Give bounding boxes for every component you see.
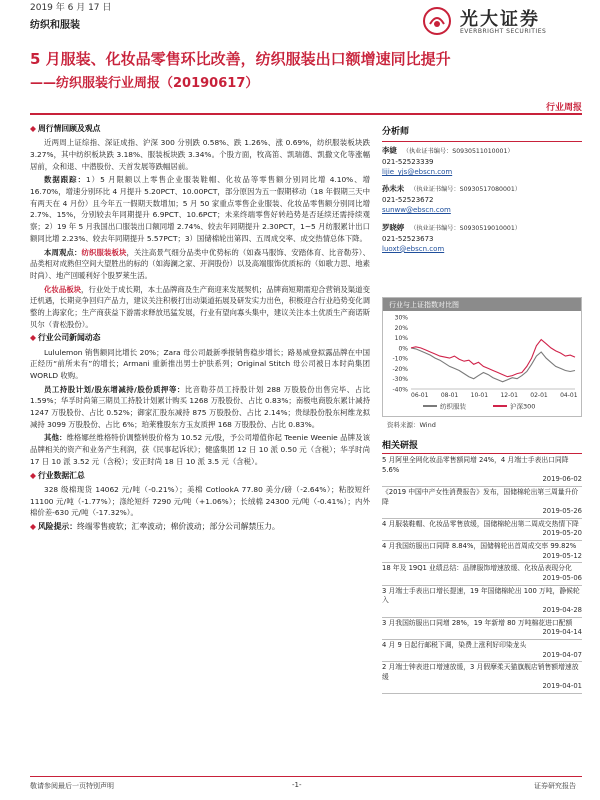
related-report-title: 4 月 9 日起行邮税下调，染费上涨利好印染龙头	[382, 640, 527, 649]
legend-label: 纺织服装	[440, 402, 466, 411]
index-comparison-chart	[382, 297, 582, 417]
bullet-diamond-icon: ◆	[30, 470, 36, 480]
bullet-diamond-icon: ◆	[30, 521, 36, 531]
footer-report-label: 证券研究报告	[534, 782, 576, 790]
related-report-item[interactable]	[382, 618, 582, 640]
page-number: -1-	[292, 781, 302, 789]
header-divider	[30, 113, 582, 115]
data-tracking-paragraph: 数据跟踪：1）5 月限额以上零售企业服装鞋帽、化妆品等零售额分别同比增 4.10%、增 16.70%，增速分别环比 4 月提升 5.20PCT、10.00PCT，部分原因为五一假期移动（18 年假期三天中有两天在 4 月份）且今年五一假期天数增加；5 月 50 家重点零售企业服装、化妆品零售额分别同比增 2.7%、15%，分别较去年同期提升 6.9PCT、10.6PCT；未来终端零售好转趋势是否延续还需持续观察；2）19 年 5 月我国出口服装出口额同增 2.74%、较去年同期提升 2.30PCT，1~5 月纺服累计出口额同比增 2.23%、较去年同期提升 5.57PCT；3）国储棉轮出第四、五周成交率、成交热情总体下降。	[30, 175, 370, 243]
y-tick-label: -30%	[392, 376, 408, 384]
report-type-label: 行业周报	[545, 103, 582, 113]
legend-label: 沪深300	[510, 402, 536, 411]
analyst-panel	[382, 126, 582, 261]
report-date: 2019 年 6 月 17 日	[30, 3, 112, 13]
x-tick-label: 02-01	[530, 392, 548, 399]
y-tick-label: -10%	[392, 355, 408, 363]
related-reports-heading: 相关研报	[382, 438, 582, 454]
related-report-item[interactable]	[382, 519, 582, 541]
x-tick-label: 04-01	[560, 392, 578, 399]
logo-text-cn: 光大证券	[460, 9, 540, 30]
related-report-date: 2019-05-12	[542, 551, 582, 560]
analyst-email-link[interactable]: luoxt@ebscn.com	[382, 244, 445, 253]
related-report-date: 2019-06-02	[542, 475, 582, 484]
related-report-item[interactable]	[382, 487, 582, 519]
related-report-title: 18 年及 19Q1 业绩总结：品牌服饰增速放缓、化妆品表现分化	[382, 564, 572, 573]
logo-icon	[422, 6, 452, 36]
cosmetics-view-paragraph: 化妆品板块，行业处于成长期，本土品牌商及生产商迎来发展契机；品牌商短期需迎合营销及渠道变迁机遇，长期竞争回归产品力，建议关注积极打出动渠道拓展及研发实力出色，积极迎合行业趋势变化调整的上海家化；生产商获益下游需求释放迅猛发展，行业有望向寡头集中，建议关注本土优质生产商诺斯贝尔（青松股份）。	[30, 284, 370, 329]
analyst-email-link[interactable]: lijie_yjs@ebscn.com	[382, 168, 453, 177]
bullet-diamond-icon: ◆	[30, 333, 36, 343]
related-report-title: 3 月端士手表出口增长提速，19 年国储棉轮出 100 万吨，静候轮入	[382, 586, 580, 605]
x-tick-label: 08-01	[440, 392, 459, 399]
related-report-date: 2019-05-26	[542, 507, 582, 516]
related-report-date: 2019-04-01	[542, 682, 582, 691]
related-report-date: 2019-05-20	[542, 529, 582, 538]
chart-source: 资料来源：Wind	[387, 421, 436, 429]
main-body	[30, 122, 370, 535]
shareholding-paragraph: 员工持股计划/股东增减持/股份质押等：比音勒芬员工持股计划 288 万股股份出售完毕、占比 1.59%；华孚时尚第三期员工持股计划累计购买 1268 万股股份、占比 0.83%；南极电商股东累计减持 1247 万股股份、占比 0.52%；御家汇股东减持 875 万股股份、占比 2.14%；贵绿股份股东柯维龙拟减持 3099 万股股份、占比 6%；珀莱雅股东方玉友质押 168 万股股份、占比 0.83%。	[30, 384, 370, 429]
related-report-title: 《2019 中国中产女性消费报告》发布，国储棉轮出第三周量升价降	[382, 487, 579, 506]
y-tick-label: 10%	[394, 335, 408, 343]
related-report-date: 2019-04-07	[542, 650, 582, 659]
analyst-phone: 021-52523672	[382, 196, 434, 205]
footer-divider	[30, 776, 582, 777]
related-report-title: 4 月服装鞋帽、化妆品零售放缓，国储棉轮出第二周成交热情下降	[382, 519, 579, 528]
report-title: 5 月服装、化妆品零售环比改善，纺织服装出口额增速同比提升	[30, 50, 451, 68]
analyst-card: 李婕 （执业证书编号：S0930511010001） 021-52523339 lijie_yjs@ebscn.com	[382, 146, 582, 177]
industry-category: 纺织和服装	[30, 20, 80, 31]
report-subtitle: ——纺织服装行业周报（20190617）	[30, 76, 259, 91]
market-review-paragraph: 近两周上证综指、深证成指、沪深 300 分别跌 0.58%、跌 1.26%、涨 0.69%，纺织服装板块跌 3.27%，其中纺织板块跌 3.18%、服装板块跌 3.34%。个股方面，牧高笛、凯瑞德、凯撒文化等涨幅居前，众和退、中潜股份、天首发展等跌幅居前。	[30, 138, 370, 171]
analyst-heading: 分析师	[382, 126, 582, 142]
analyst-email-link[interactable]: sunww@ebscn.com	[382, 206, 451, 215]
section-heading-data: ◆ 行业数据汇总	[30, 470, 85, 480]
analyst-phone: 021-52523339	[382, 158, 434, 167]
section-heading-risk: ◆ 风险提示：终端零售疲软；汇率波动；棉价波动；部分公司解禁压力。	[30, 521, 280, 531]
section-heading-news: ◆ 行业公司新闻动态	[30, 333, 101, 343]
analyst-phone: 021-52523673	[382, 234, 434, 243]
x-tick-label: 06-01	[411, 392, 429, 399]
related-report-item[interactable]	[382, 640, 582, 662]
logo-text-en: EVERBRIGHT SECURITIES	[460, 28, 547, 35]
related-report-date: 2019-04-14	[542, 628, 582, 637]
other-news-paragraph: 其他：维格娜丝维格特价调整转股价格为 10.52 元/股，予公司增值你起 Teenie Weenie 品牌及该品牌相关的资产和业务产生利润，获《民事起诉状》；健盛集团 12 日 10 派 0.50 元（含税）；华孚时尚 17 日 10 派 3.52 元（含税）；安正时尚 18 日 10 派 3.5 元（含税）。	[30, 433, 370, 466]
x-tick-label: 12-01	[500, 392, 518, 399]
y-tick-label: 20%	[394, 324, 408, 332]
section-heading-review: ◆ 周行情回顾及观点	[30, 124, 101, 133]
related-report-title: 4 月我国纺服出口同降 8.84%，国储棉轮出首周成交率 99.82%	[382, 542, 577, 551]
chart-title: 行业与上证指数对比图	[383, 298, 581, 311]
related-report-item[interactable]	[382, 563, 582, 585]
related-report-title: 5 月阿里全网化妆品零售额同增 24%，4 月端士手表出口同降 5.6%	[382, 456, 569, 474]
related-reports-list	[382, 455, 582, 694]
weekly-view-paragraph: 本周观点：纺织服装板块，关注高景气细分品类中优势标的（如森马服饰、安踏体育、比音勒芬）、品类相对成熟但空间大望胜出的标的（如海澜之家、开润股份）以及高端服饰优质标的（如歌力思、地素时尚）、地产回暖利好个股罗莱生活。	[30, 247, 370, 280]
x-tick-label: 10-01	[470, 392, 489, 399]
commodity-prices-paragraph: 328 级棉现货 14062 元/吨（-0.21%）；美棉 CotlookA 77.80 美分/磅（-2.64%）；粘胶短纤 11100 元/吨（-1.77%）；涤纶短纤 7290 元/吨（+1.06%）；长绒棉 24300 元/吨（-0.41%）；内外棉价差-630 元/吨（-17.32%）。	[30, 484, 370, 518]
brand-logo	[422, 4, 582, 40]
y-tick-label: 0%	[398, 345, 408, 353]
related-report-item[interactable]	[382, 541, 582, 563]
related-report-date: 2019-05-06	[542, 574, 582, 583]
related-report-title: 2 月端士钟表进口增速放缓，3 月假摩柔天猫旗舰店销售额增速放缓	[382, 663, 579, 681]
footer-disclaimer: 敬请参阅最后一页特别声明	[30, 782, 114, 790]
y-tick-label: -40%	[392, 386, 408, 394]
related-report-date: 2019-04-28	[542, 605, 582, 614]
analyst-card: 罗晓婷 （执业证书编号：S0930519010001） 021-52523673 luoxt@ebscn.com	[382, 223, 582, 254]
related-report-item[interactable]	[382, 662, 582, 694]
y-tick-label: 30%	[394, 314, 408, 322]
related-report-item[interactable]	[382, 455, 582, 487]
bullet-diamond-icon: ◆	[30, 124, 36, 133]
series-line-0	[411, 348, 575, 382]
chart-plot	[383, 311, 581, 416]
news-paragraph: Lululemon 销售额同比增长 20%；Zara 母公司最新季报销售稳步增长；路易威登拟露品牌在中国正经历“前所未有”的增长；Armani 重新推出男士护肤系列；Original Stitch 母公司被日本时尚集团 WORLD 收购。	[30, 347, 370, 380]
related-report-title: 3 月我国纺服出口同增 28%，19 年新增 80 万吨棉花进口配额	[382, 618, 573, 627]
analyst-card: 孙未未 （执业证书编号：S0930517080001） 021-52523672 sunww@ebscn.com	[382, 184, 582, 215]
related-report-item[interactable]	[382, 586, 582, 618]
y-tick-label: -20%	[392, 365, 408, 373]
